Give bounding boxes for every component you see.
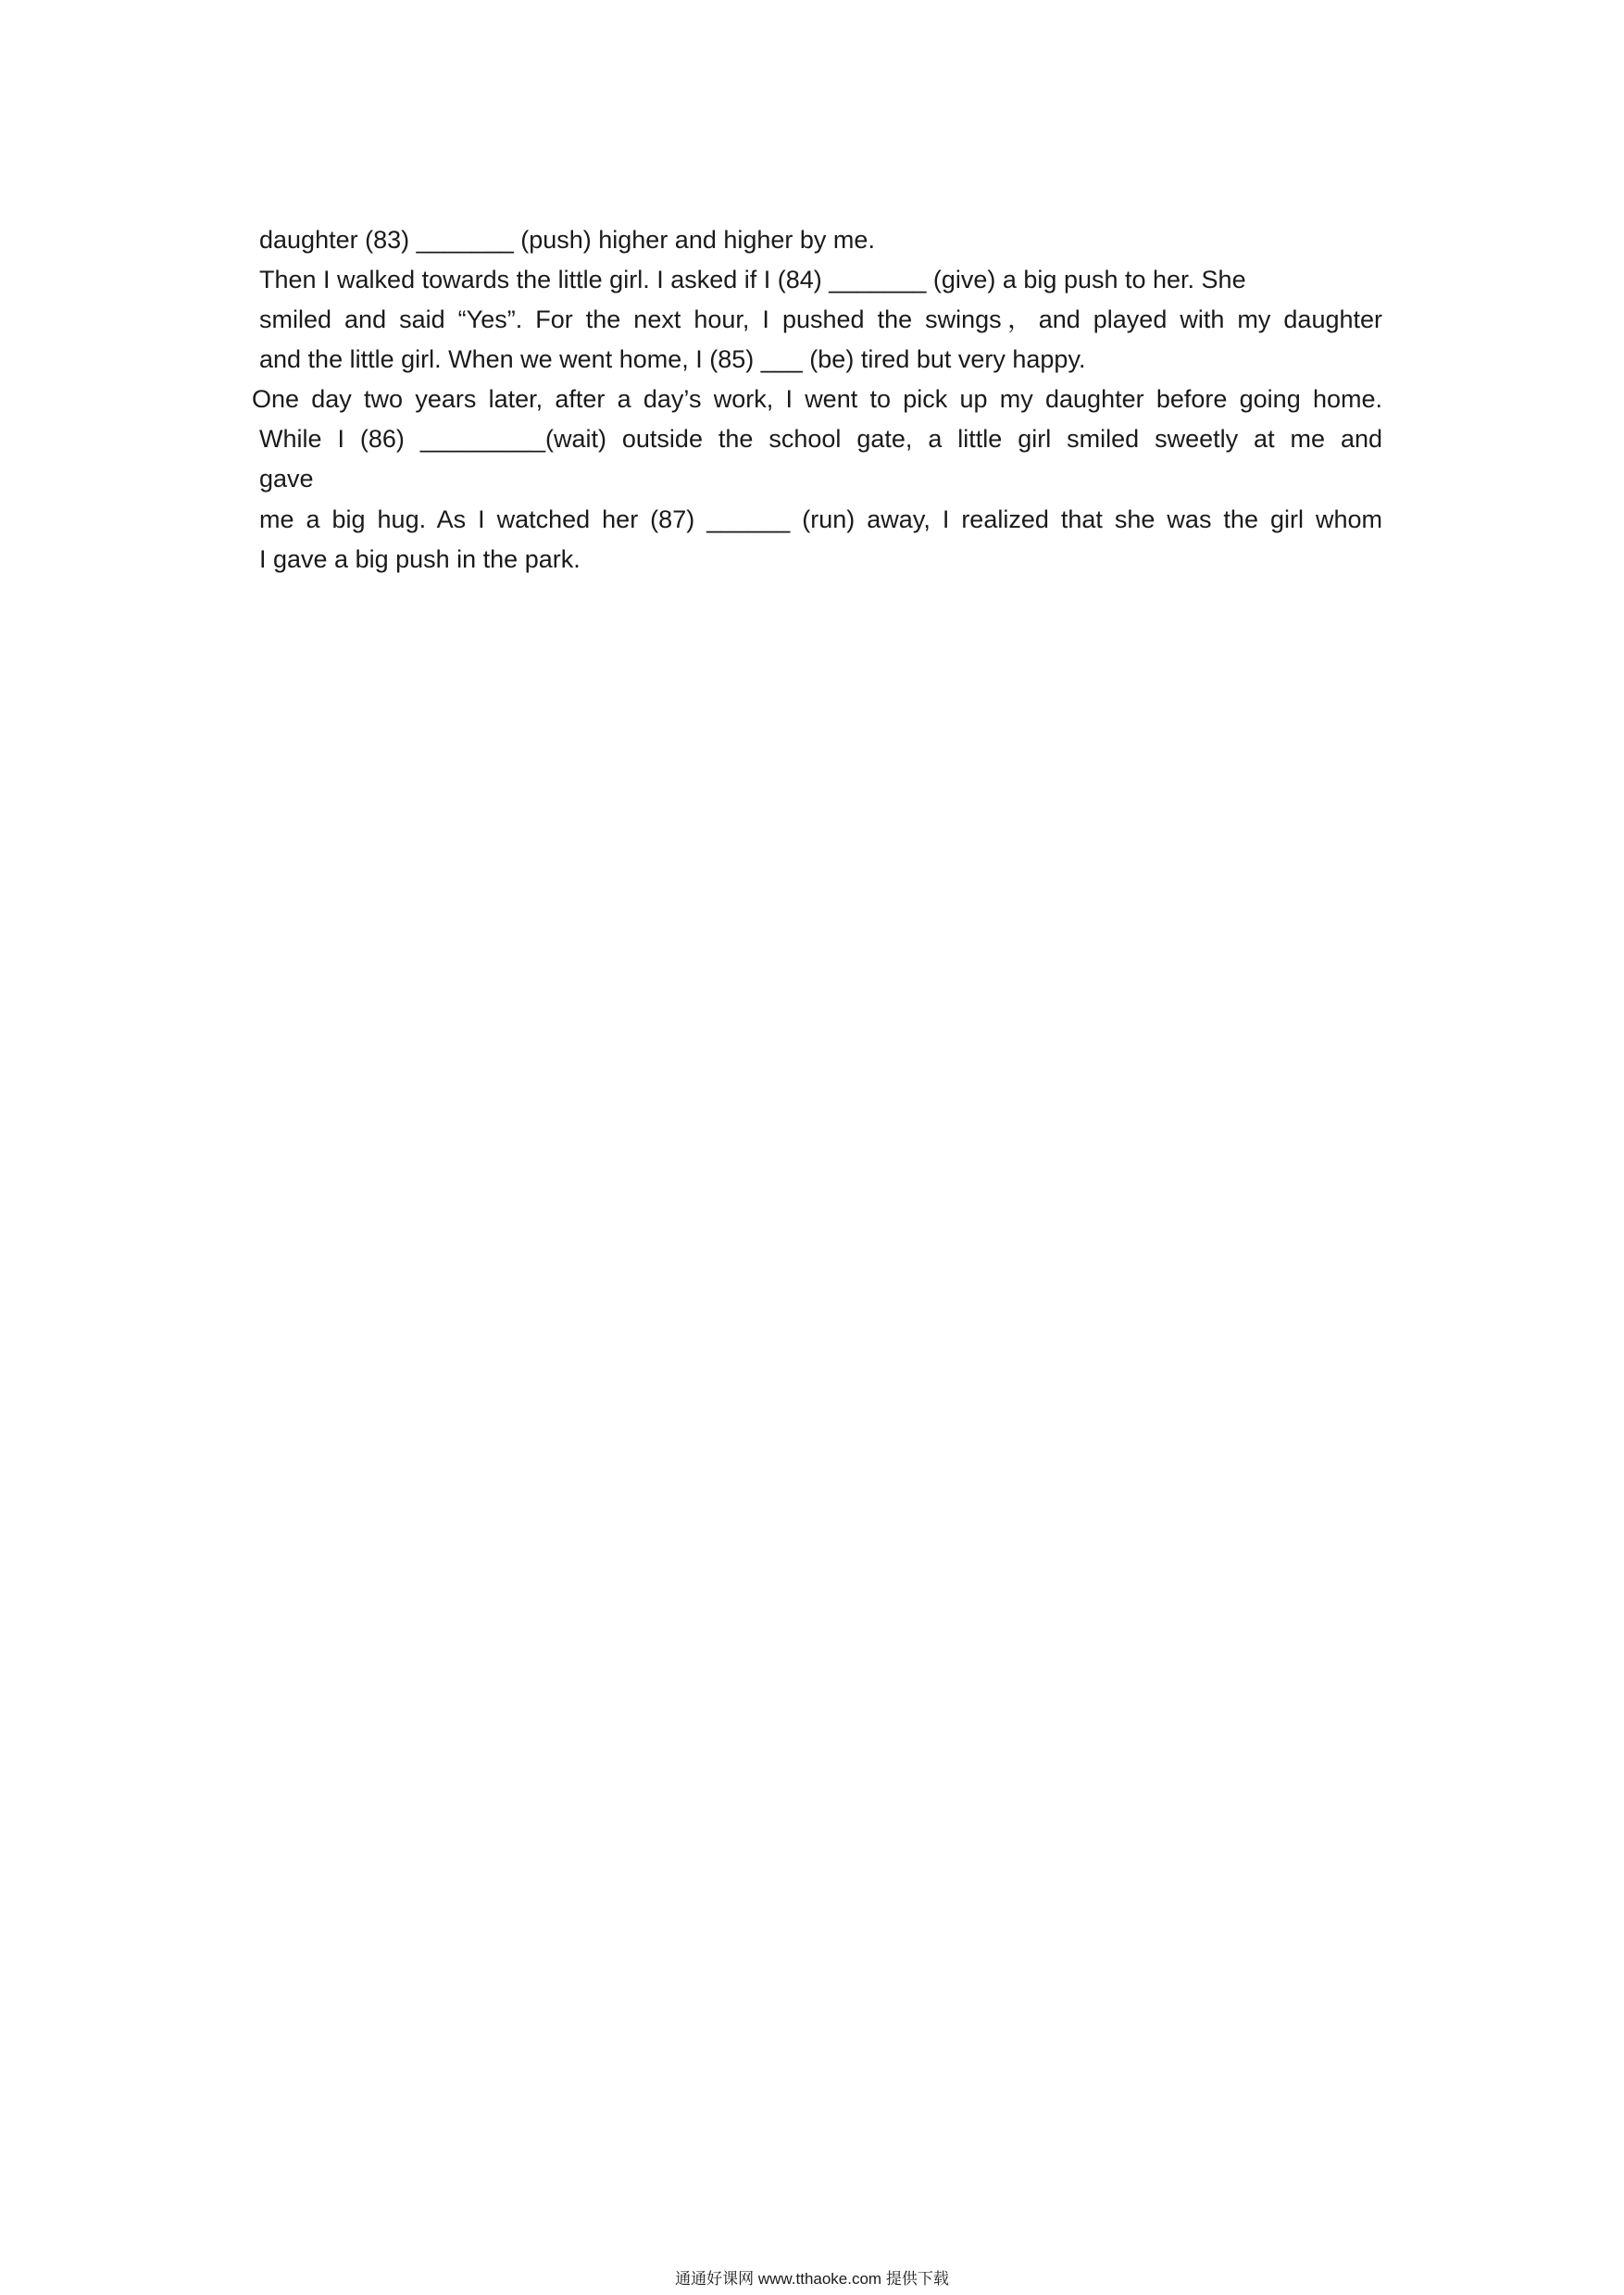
passage-line-4: and the little girl. When we went home, I (85) ___ (be) tired but very happy. bbox=[259, 345, 1086, 373]
passage-line-3: smiled and said “Yes”. For the next hour, I pushed the swings，and played with my daughter bbox=[259, 306, 1382, 333]
page-footer: 通通好课网 www.tthaoke.com 提供下载 bbox=[675, 2270, 949, 2288]
passage-line-6: While I (86) _________(wait) outside the school gate, a little girl smiled sweetly at me and bbox=[259, 425, 1382, 453]
passage-line-7: gave bbox=[259, 465, 314, 493]
passage-line-2: Then I walked towards the little girl. I asked if I (84) _______ (give) a big push to her. She bbox=[259, 266, 1246, 293]
passage-line-8: me a big hug. As I watched her (87) ______ (run) away, I realized that she was the girl whom bbox=[259, 505, 1382, 533]
passage-line-9: I gave a big push in the park. bbox=[259, 545, 581, 573]
passage-line-1: daughter (83) _______ (push) higher and higher by me. bbox=[259, 226, 875, 254]
passage-line-5: One day two years later, after a day’s work, I went to pick up my daughter before going home. bbox=[252, 385, 1382, 413]
